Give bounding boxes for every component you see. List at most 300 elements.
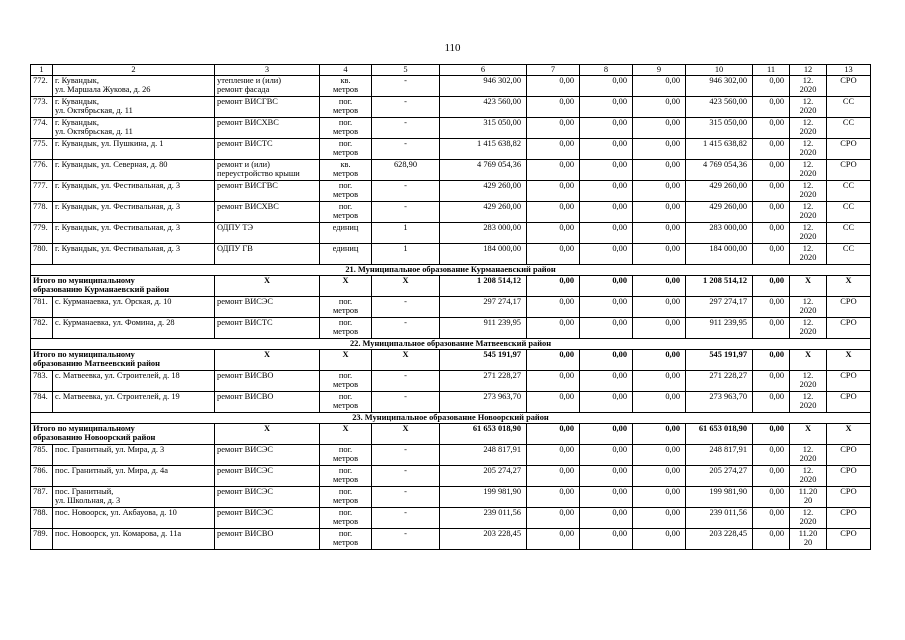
unit-cell: пог. метров — [320, 317, 372, 338]
work-type-cell: ремонт ВИСХВС — [215, 117, 320, 138]
amount-cell: 0,00 — [580, 317, 633, 338]
unit-cell: пог. метров — [320, 528, 372, 549]
amount-cell: 0,00 — [753, 444, 790, 465]
column-header: 3 — [215, 65, 320, 76]
unit-cell: пог. метров — [320, 180, 372, 201]
amount-cell: 271 228,27 — [440, 370, 527, 391]
amount-cell: 0,00 — [753, 159, 790, 180]
amount-cell: 0,00 — [580, 243, 633, 264]
subtotal-cell: X — [790, 275, 827, 296]
subtotal-cell: 0,00 — [527, 423, 580, 444]
table-row — [31, 317, 871, 338]
funding-method-cell: СРО — [827, 444, 871, 465]
amount-cell: 0,00 — [580, 159, 633, 180]
address-cell: г. Кувандык, ул. Фестивальная, д. 3 — [53, 180, 215, 201]
amount-cell: 0,00 — [527, 96, 580, 117]
amount-cell: 0,00 — [633, 465, 686, 486]
section-header-row — [31, 338, 871, 349]
unit-cell: пог. метров — [320, 465, 372, 486]
subtotal-cell: 545 191,97 — [686, 349, 753, 370]
amount-cell: 205 274,27 — [686, 465, 753, 486]
amount-cell: 239 011,56 — [686, 507, 753, 528]
table-row — [31, 180, 871, 201]
unit-cell: пог. метров — [320, 370, 372, 391]
deadline-cell: 12. 2020 — [790, 465, 827, 486]
subtotal-cell: 61 653 018,90 — [686, 423, 753, 444]
subtotal-cell: 0,00 — [580, 275, 633, 296]
subtotal-cell: X — [320, 423, 372, 444]
quantity-cell: - — [372, 528, 440, 549]
amount-cell: 283 000,00 — [686, 222, 753, 243]
work-type-cell: ремонт ВИСВО — [215, 391, 320, 412]
work-type-cell: ремонт ВИСХВС — [215, 201, 320, 222]
row-number: 785. — [31, 444, 53, 465]
amount-cell: 911 239,95 — [686, 317, 753, 338]
amount-cell: 0,00 — [753, 507, 790, 528]
column-header: 5 — [372, 65, 440, 76]
amount-cell: 0,00 — [633, 96, 686, 117]
amount-cell: 0,00 — [633, 296, 686, 317]
quantity-cell: - — [372, 317, 440, 338]
amount-cell: 203 228,45 — [686, 528, 753, 549]
deadline-cell: 12. 2020 — [790, 222, 827, 243]
amount-cell: 0,00 — [633, 317, 686, 338]
amount-cell: 0,00 — [753, 391, 790, 412]
quantity-cell: - — [372, 296, 440, 317]
deadline-cell: 12. 2020 — [790, 507, 827, 528]
amount-cell: 273 963,70 — [440, 391, 527, 412]
amount-cell: 0,00 — [753, 317, 790, 338]
amount-cell: 0,00 — [633, 391, 686, 412]
subtotal-label: Итого по муниципальному образованию Матвеевский район — [31, 349, 215, 370]
table-body — [31, 75, 871, 549]
amount-cell: 273 963,70 — [686, 391, 753, 412]
subtotal-cell: 0,00 — [633, 275, 686, 296]
unit-cell: кв. метров — [320, 159, 372, 180]
amount-cell: 0,00 — [633, 243, 686, 264]
unit-cell: пог. метров — [320, 391, 372, 412]
address-cell: пос. Гранитный, ул. Мира, д. 4а — [53, 465, 215, 486]
funding-method-cell: СРО — [827, 465, 871, 486]
section-title: 22. Муниципальное образование Матвеевский район — [31, 338, 871, 349]
unit-cell: пог. метров — [320, 486, 372, 507]
amount-cell: 0,00 — [633, 117, 686, 138]
quantity-cell: - — [372, 96, 440, 117]
table-row — [31, 201, 871, 222]
deadline-cell: 12. 2020 — [790, 296, 827, 317]
amount-cell: 0,00 — [753, 296, 790, 317]
table-row — [31, 243, 871, 264]
address-cell: г. Кувандык, ул. Фестивальная, д. 3 — [53, 243, 215, 264]
amount-cell: 429 260,00 — [686, 201, 753, 222]
subtotal-cell: X — [827, 423, 871, 444]
subtotal-row — [31, 275, 871, 296]
funding-method-cell: СС — [827, 222, 871, 243]
table-row — [31, 96, 871, 117]
amount-cell: 0,00 — [527, 243, 580, 264]
funding-method-cell: СРО — [827, 391, 871, 412]
amount-cell: 0,00 — [633, 159, 686, 180]
work-type-cell: утепление и (или) ремонт фасада — [215, 75, 320, 96]
amount-cell: 0,00 — [580, 391, 633, 412]
subtotal-cell: 0,00 — [527, 349, 580, 370]
row-number: 788. — [31, 507, 53, 528]
unit-cell: пог. метров — [320, 444, 372, 465]
amount-cell: 0,00 — [580, 222, 633, 243]
amount-cell: 0,00 — [753, 528, 790, 549]
amount-cell: 0,00 — [580, 296, 633, 317]
amount-cell: 0,00 — [753, 486, 790, 507]
quantity-cell: - — [372, 444, 440, 465]
amount-cell: 315 050,00 — [440, 117, 527, 138]
row-number: 783. — [31, 370, 53, 391]
subtotal-cell: 0,00 — [633, 349, 686, 370]
table-row — [31, 507, 871, 528]
funding-method-cell: СРО — [827, 370, 871, 391]
quantity-cell: 628,90 — [372, 159, 440, 180]
row-number: 782. — [31, 317, 53, 338]
quantity-cell: - — [372, 180, 440, 201]
amount-cell: 0,00 — [753, 96, 790, 117]
address-cell: г. Кувандык, ул. Северная, д. 80 — [53, 159, 215, 180]
amount-cell: 4 769 054,36 — [686, 159, 753, 180]
work-type-cell: ремонт и (или) переустройство крыши — [215, 159, 320, 180]
table-row — [31, 159, 871, 180]
deadline-cell: 12. 2020 — [790, 391, 827, 412]
amount-cell: 0,00 — [527, 201, 580, 222]
unit-cell: пог. метров — [320, 96, 372, 117]
quantity-cell: - — [372, 138, 440, 159]
subtotal-cell: 0,00 — [580, 349, 633, 370]
quantity-cell: - — [372, 391, 440, 412]
amount-cell: 0,00 — [580, 96, 633, 117]
deadline-cell: 12. 2020 — [790, 159, 827, 180]
table-row — [31, 222, 871, 243]
deadline-cell: 11.20 20 — [790, 528, 827, 549]
deadline-cell: 11.20 20 — [790, 486, 827, 507]
amount-cell: 0,00 — [633, 507, 686, 528]
amount-cell: 0,00 — [580, 370, 633, 391]
address-cell: г. Кувандык, ул. Маршала Жукова, д. 26 — [53, 75, 215, 96]
amount-cell: 0,00 — [527, 159, 580, 180]
row-number: 780. — [31, 243, 53, 264]
unit-cell: пог. метров — [320, 138, 372, 159]
quantity-cell: - — [372, 465, 440, 486]
amount-cell: 199 981,90 — [440, 486, 527, 507]
work-type-cell: ремонт ВИСТС — [215, 138, 320, 159]
work-type-cell: ремонт ВИСГВС — [215, 180, 320, 201]
subtotal-row — [31, 349, 871, 370]
address-cell: г. Кувандык, ул. Фестивальная, д. 3 — [53, 222, 215, 243]
subtotal-row — [31, 423, 871, 444]
column-header: 8 — [580, 65, 633, 76]
work-type-cell: ОДПУ ТЭ — [215, 222, 320, 243]
address-cell: г. Кувандык, ул. Октябрьская, д. 11 — [53, 117, 215, 138]
work-type-cell: ремонт ВИСЭС — [215, 296, 320, 317]
amount-cell: 0,00 — [580, 486, 633, 507]
column-number-row — [31, 65, 871, 76]
funding-method-cell: СС — [827, 117, 871, 138]
subtotal-cell: X — [215, 275, 320, 296]
address-cell: пос. Гранитный, ул. Мира, д. 3 — [53, 444, 215, 465]
amount-cell: 297 274,17 — [440, 296, 527, 317]
address-cell: с. Курманаевка, ул. Орская, д. 10 — [53, 296, 215, 317]
amount-cell: 0,00 — [527, 296, 580, 317]
row-number: 781. — [31, 296, 53, 317]
amount-cell: 946 302,00 — [686, 75, 753, 96]
address-cell: пос. Новоорск, ул. Комарова, д. 11а — [53, 528, 215, 549]
deadline-cell: 12. 2020 — [790, 75, 827, 96]
subtotal-label: Итого по муниципальному образованию Новоорский район — [31, 423, 215, 444]
amount-cell: 0,00 — [580, 75, 633, 96]
address-cell: г. Кувандык, ул. Фестивальная, д. 3 — [53, 201, 215, 222]
row-number: 773. — [31, 96, 53, 117]
amount-cell: 0,00 — [633, 180, 686, 201]
deadline-cell: 12. 2020 — [790, 117, 827, 138]
amount-cell: 315 050,00 — [686, 117, 753, 138]
amount-cell: 271 228,27 — [686, 370, 753, 391]
funding-method-cell: СРО — [827, 507, 871, 528]
work-type-cell: ремонт ВИСГВС — [215, 96, 320, 117]
amount-cell: 0,00 — [527, 222, 580, 243]
subtotal-cell: X — [790, 423, 827, 444]
amount-cell: 429 260,00 — [686, 180, 753, 201]
deadline-cell: 12. 2020 — [790, 138, 827, 159]
deadline-cell: 12. 2020 — [790, 96, 827, 117]
funding-method-cell: СРО — [827, 317, 871, 338]
funding-method-cell: СС — [827, 180, 871, 201]
unit-cell: пог. метров — [320, 117, 372, 138]
amount-cell: 0,00 — [527, 507, 580, 528]
column-header: 13 — [827, 65, 871, 76]
work-type-cell: ремонт ВИСЭС — [215, 465, 320, 486]
amount-cell: 0,00 — [753, 117, 790, 138]
subtotal-cell: 0,00 — [633, 423, 686, 444]
table-row — [31, 528, 871, 549]
deadline-cell: 12. 2020 — [790, 243, 827, 264]
funding-method-cell: СРО — [827, 486, 871, 507]
amount-cell: 205 274,27 — [440, 465, 527, 486]
section-title: 21. Муниципальное образование Курманаевский район — [31, 264, 871, 275]
amount-cell: 0,00 — [580, 180, 633, 201]
subtotal-cell: 1 208 514,12 — [686, 275, 753, 296]
quantity-cell: 1 — [372, 243, 440, 264]
subtotal-label: Итого по муниципальному образованию Курманаевский район — [31, 275, 215, 296]
table-row — [31, 296, 871, 317]
subtotal-cell: X — [372, 349, 440, 370]
column-header: 4 — [320, 65, 372, 76]
amount-cell: 199 981,90 — [686, 486, 753, 507]
table-row — [31, 444, 871, 465]
amount-cell: 239 011,56 — [440, 507, 527, 528]
quantity-cell: - — [372, 201, 440, 222]
column-header: 10 — [686, 65, 753, 76]
amount-cell: 0,00 — [753, 75, 790, 96]
subtotal-cell: 0,00 — [753, 275, 790, 296]
column-header: 12 — [790, 65, 827, 76]
amount-cell: 0,00 — [753, 222, 790, 243]
amount-cell: 0,00 — [527, 138, 580, 159]
table-row — [31, 486, 871, 507]
amount-cell: 0,00 — [633, 486, 686, 507]
row-number: 784. — [31, 391, 53, 412]
funding-method-cell: СРО — [827, 528, 871, 549]
address-cell: с. Курманаевка, ул. Фомина, д. 28 — [53, 317, 215, 338]
work-type-cell: ремонт ВИСВО — [215, 528, 320, 549]
column-header: 11 — [753, 65, 790, 76]
amount-cell: 0,00 — [633, 444, 686, 465]
subtotal-cell: 0,00 — [753, 349, 790, 370]
amount-cell: 184 000,00 — [686, 243, 753, 264]
amount-cell: 911 239,95 — [440, 317, 527, 338]
funding-method-cell: СС — [827, 96, 871, 117]
amount-cell: 0,00 — [527, 528, 580, 549]
column-header: 1 — [31, 65, 53, 76]
section-header-row — [31, 412, 871, 423]
amount-cell: 283 000,00 — [440, 222, 527, 243]
amount-cell: 423 560,00 — [686, 96, 753, 117]
funding-method-cell: СС — [827, 243, 871, 264]
subtotal-cell: X — [827, 349, 871, 370]
work-type-cell: ремонт ВИСВО — [215, 370, 320, 391]
row-number: 778. — [31, 201, 53, 222]
amount-cell: 0,00 — [580, 507, 633, 528]
unit-cell: пог. метров — [320, 507, 372, 528]
row-number: 779. — [31, 222, 53, 243]
amount-cell: 0,00 — [753, 180, 790, 201]
amount-cell: 0,00 — [527, 391, 580, 412]
amount-cell: 0,00 — [580, 201, 633, 222]
deadline-cell: 12. 2020 — [790, 201, 827, 222]
unit-cell: пог. метров — [320, 296, 372, 317]
work-type-cell: ремонт ВИСЭС — [215, 486, 320, 507]
funding-method-cell: СРО — [827, 138, 871, 159]
amount-cell: 0,00 — [753, 370, 790, 391]
amount-cell: 0,00 — [580, 138, 633, 159]
subtotal-cell: X — [215, 349, 320, 370]
amount-cell: 0,00 — [633, 201, 686, 222]
row-number: 786. — [31, 465, 53, 486]
row-number: 774. — [31, 117, 53, 138]
address-cell: с. Матвеевка, ул. Строителей, д. 18 — [53, 370, 215, 391]
table-row — [31, 465, 871, 486]
unit-cell: кв. метров — [320, 75, 372, 96]
amount-cell: 0,00 — [633, 75, 686, 96]
amount-cell: 0,00 — [633, 222, 686, 243]
subtotal-cell: X — [372, 275, 440, 296]
amount-cell: 0,00 — [527, 370, 580, 391]
section-header-row — [31, 264, 871, 275]
subtotal-cell: 0,00 — [753, 423, 790, 444]
deadline-cell: 12. 2020 — [790, 180, 827, 201]
amount-cell: 429 260,00 — [440, 201, 527, 222]
amount-cell: 423 560,00 — [440, 96, 527, 117]
row-number: 775. — [31, 138, 53, 159]
table-row — [31, 370, 871, 391]
row-number: 789. — [31, 528, 53, 549]
subtotal-cell: 0,00 — [527, 275, 580, 296]
amount-cell: 0,00 — [580, 465, 633, 486]
funding-method-cell: СРО — [827, 296, 871, 317]
amount-cell: 0,00 — [753, 465, 790, 486]
subtotal-cell: X — [215, 423, 320, 444]
column-header: 6 — [440, 65, 527, 76]
work-type-cell: ОДПУ ГВ — [215, 243, 320, 264]
quantity-cell: - — [372, 370, 440, 391]
table-row — [31, 117, 871, 138]
address-cell: пос. Новоорск, ул. Акбауова, д. 10 — [53, 507, 215, 528]
amount-cell: 0,00 — [527, 75, 580, 96]
row-number: 777. — [31, 180, 53, 201]
amount-cell: 0,00 — [527, 317, 580, 338]
amount-cell: 429 260,00 — [440, 180, 527, 201]
subtotal-cell: X — [827, 275, 871, 296]
funding-method-cell: СС — [827, 201, 871, 222]
amount-cell: 1 415 638,82 — [686, 138, 753, 159]
subtotal-cell: 61 653 018,90 — [440, 423, 527, 444]
deadline-cell: 12. 2020 — [790, 317, 827, 338]
page-number: 110 — [444, 42, 461, 54]
work-type-cell: ремонт ВИСЭС — [215, 507, 320, 528]
amount-cell: 0,00 — [633, 528, 686, 549]
amount-cell: 0,00 — [527, 117, 580, 138]
amount-cell: 0,00 — [633, 370, 686, 391]
amount-cell: 0,00 — [753, 138, 790, 159]
funding-method-cell: СРО — [827, 75, 871, 96]
quantity-cell: - — [372, 507, 440, 528]
amount-cell: 946 302,00 — [440, 75, 527, 96]
unit-cell: единиц — [320, 222, 372, 243]
address-cell: г. Кувандык, ул. Пушкина, д. 1 — [53, 138, 215, 159]
subtotal-cell: X — [320, 349, 372, 370]
funding-method-cell: СРО — [827, 159, 871, 180]
subtotal-cell: X — [372, 423, 440, 444]
row-number: 776. — [31, 159, 53, 180]
subtotal-cell: 545 191,97 — [440, 349, 527, 370]
address-cell: с. Матвеевка, ул. Строителей, д. 19 — [53, 391, 215, 412]
unit-cell: единиц — [320, 243, 372, 264]
amount-cell: 0,00 — [527, 180, 580, 201]
table-row — [31, 138, 871, 159]
work-type-cell: ремонт ВИСТС — [215, 317, 320, 338]
amount-cell: 0,00 — [580, 117, 633, 138]
amount-cell: 0,00 — [580, 528, 633, 549]
subtotal-cell: 1 208 514,12 — [440, 275, 527, 296]
work-type-cell: ремонт ВИСЭС — [215, 444, 320, 465]
amount-cell: 0,00 — [753, 201, 790, 222]
unit-cell: пог. метров — [320, 201, 372, 222]
row-number: 787. — [31, 486, 53, 507]
quantity-cell: - — [372, 75, 440, 96]
subtotal-cell: X — [790, 349, 827, 370]
table-row — [31, 75, 871, 96]
address-cell: г. Кувандык, ул. Октябрьская, д. 11 — [53, 96, 215, 117]
column-header: 9 — [633, 65, 686, 76]
amount-cell: 1 415 638,82 — [440, 138, 527, 159]
deadline-cell: 12. 2020 — [790, 444, 827, 465]
subtotal-cell: X — [320, 275, 372, 296]
address-cell: пос. Гранитный, ул. Школьная, д. 3 — [53, 486, 215, 507]
amount-cell: 248 817,91 — [686, 444, 753, 465]
column-header: 2 — [53, 65, 215, 76]
amount-cell: 297 274,17 — [686, 296, 753, 317]
amount-cell: 4 769 054,36 — [440, 159, 527, 180]
amount-cell: 0,00 — [753, 243, 790, 264]
amount-cell: 0,00 — [527, 465, 580, 486]
row-number: 772. — [31, 75, 53, 96]
amount-cell: 203 228,45 — [440, 528, 527, 549]
amount-cell: 184 000,00 — [440, 243, 527, 264]
